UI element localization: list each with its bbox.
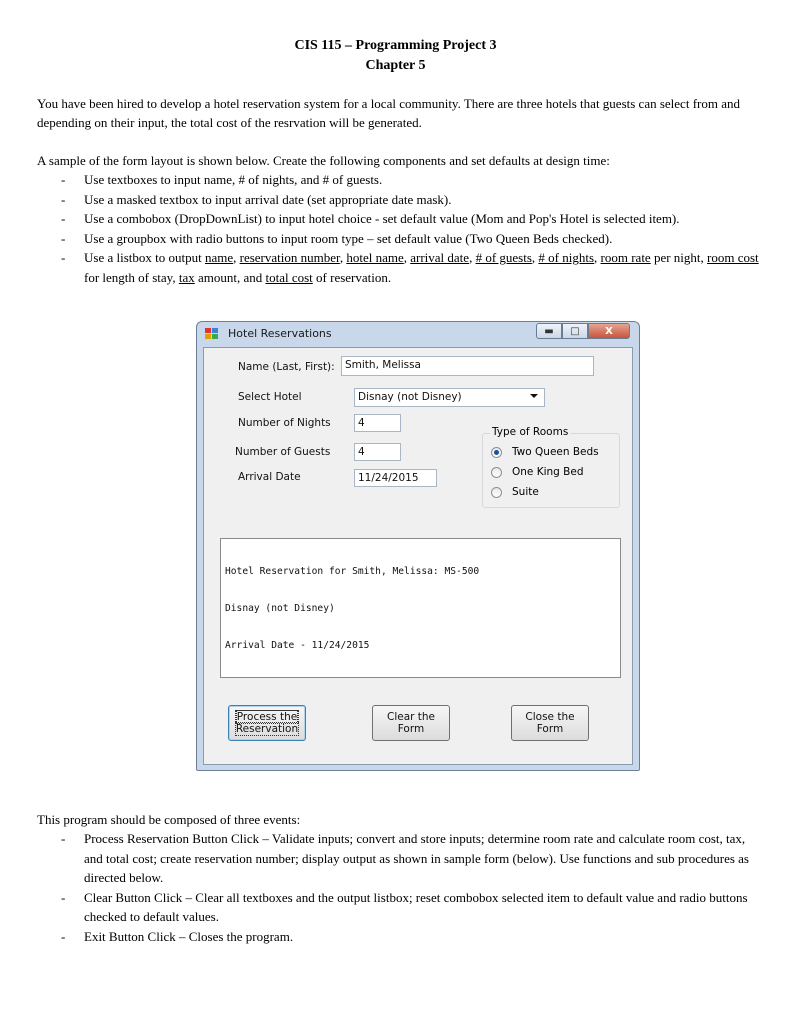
guests-input[interactable]: 4 (354, 443, 401, 461)
room-type-groupbox (482, 426, 620, 508)
name-input[interactable]: Smith, Melissa (341, 356, 594, 376)
list-item: - Use textboxes to input name, # of nights, and # of guests. (61, 172, 383, 187)
radio-one-king-bed[interactable]: One King Bed (491, 466, 584, 478)
component-item-1: Use textboxes to input name, # of nights, and # of guests. (84, 172, 383, 187)
component-item-5: Use a listbox to output name, reservation number, hotel name, arrival date, # of guests, # of nights, room rate per night, room cost for length of stay, tax amount, and total cost of reservation. (84, 250, 759, 285)
minimize-button[interactable] (536, 323, 562, 339)
hotel-reservations-window (196, 321, 640, 771)
chapter-heading: Chapter 5 (365, 58, 426, 73)
window-controls (536, 323, 630, 341)
list-item: - Process Reservation Button Click – Validate inputs; convert and store inputs; determine room rate and calculate room cost, tax, and total cost; create reservation number; display output as shown in sample form (below). Use functions and sub procedures as directed below. (61, 831, 749, 885)
component-item-3: Use a combobox (DropDownList) to input hotel choice - set default value (Mom and Pop's Hotel is selected item). (84, 211, 680, 226)
intro-paragraph: You have been hired to develop a hotel reservation system for a local community. There are three hotels that guests can select from and depending on their input, the total cost of the resrvation will be generated. (37, 96, 740, 130)
close-form-button[interactable]: Close the Form (511, 705, 589, 741)
list-item: - Use a masked textbox to input arrival date (set appropriate date mask). (61, 191, 452, 207)
guests-label: Number of Guests (235, 446, 331, 458)
hotel-select[interactable] (354, 388, 545, 407)
form-client-area (203, 347, 633, 765)
list-item: - Use a listbox to output name, reservation number, hotel name, arrival date, # of guests, # of nights, room rate per night, room cost for length of stay, tax amount, and total cost of reservation. (61, 250, 759, 285)
radio-checked-icon (491, 447, 502, 458)
name-label: Name (Last, First): (238, 361, 335, 373)
nights-input[interactable]: 4 (354, 414, 401, 432)
arrival-date-label: Arrival Date (238, 471, 301, 483)
chevron-down-icon (530, 394, 538, 398)
list-item: Hotel Reservation for Smith, Melissa: MS-500 (225, 565, 480, 577)
radio-unchecked-icon (491, 467, 502, 478)
close-icon: X (605, 325, 613, 337)
window-titlebar (197, 322, 639, 346)
window-title: Hotel Reservations (228, 327, 332, 340)
component-list (37, 170, 762, 287)
room-type-group-title: Type of Rooms (492, 426, 569, 438)
close-window-button[interactable] (588, 323, 630, 339)
radio-unchecked-icon (491, 487, 502, 498)
list-item: - Clear Button Click – Clear all textboxes and the output listbox; reset combobox selected item to default value and radio buttons checked to default values. (61, 889, 748, 924)
output-listbox[interactable] (220, 538, 621, 678)
document-title: CIS 115 – Programming Project 3 (294, 38, 497, 53)
sample-intro-paragraph: A sample of the form layout is shown below. Create the following components and set defaults at design time: (37, 153, 610, 168)
clear-form-button[interactable]: Clear the Form (372, 705, 450, 741)
event-process: Process Reservation Button Click – Validate inputs; convert and store inputs; determine room rate and calculate room cost, tax, and total cost; create reservation number; display output as shown in sample form (below). Use functions and sub procedures as directed below. (84, 831, 749, 885)
minimize-icon: ▬ (544, 325, 554, 337)
list-item: - Use a combobox (DropDownList) to input hotel choice - set default value (Mom and Pop's Hotel is selected item). (61, 211, 680, 226)
arrival-date-input[interactable]: 11/24/2015 (354, 469, 437, 487)
event-exit: Exit Button Click – Closes the program. (84, 928, 294, 944)
events-intro: This program should be composed of three events: (37, 812, 301, 827)
component-item-2: Use a masked textbox to input arrival date (set appropriate date mask). (84, 191, 452, 207)
events-list (37, 829, 762, 946)
component-item-4: Use a groupbox with radio buttons to input room type – set default value (Two Queen Beds checked). (84, 230, 613, 246)
list-item: Arrival Date - 11/24/2015 (225, 640, 370, 652)
nights-label: Number of Nights (238, 417, 331, 429)
radio-two-queen-beds[interactable]: Two Queen Beds (491, 446, 599, 458)
hotel-label: Select Hotel (238, 391, 302, 403)
app-icon (205, 328, 219, 340)
event-clear: Clear Button Click – Clear all textboxes and the output listbox; reset combobox selected item to default value and radio buttons checked to default values. (84, 889, 748, 924)
list-item: Disnay (not Disney) (225, 603, 335, 615)
list-item (225, 677, 616, 678)
maximize-button[interactable] (562, 323, 588, 339)
process-reservation-button[interactable]: Process the Reservation (228, 705, 306, 741)
list-item: - Use a groupbox with radio buttons to input room type – set default value (Two Queen Beds checked). (61, 230, 613, 246)
list-item: - Exit Button Click – Closes the program. (61, 928, 294, 944)
radio-suite[interactable]: Suite (491, 486, 539, 498)
hotel-select-value: Disnay (not Disney) (358, 391, 462, 403)
maximize-icon: □ (570, 325, 580, 337)
